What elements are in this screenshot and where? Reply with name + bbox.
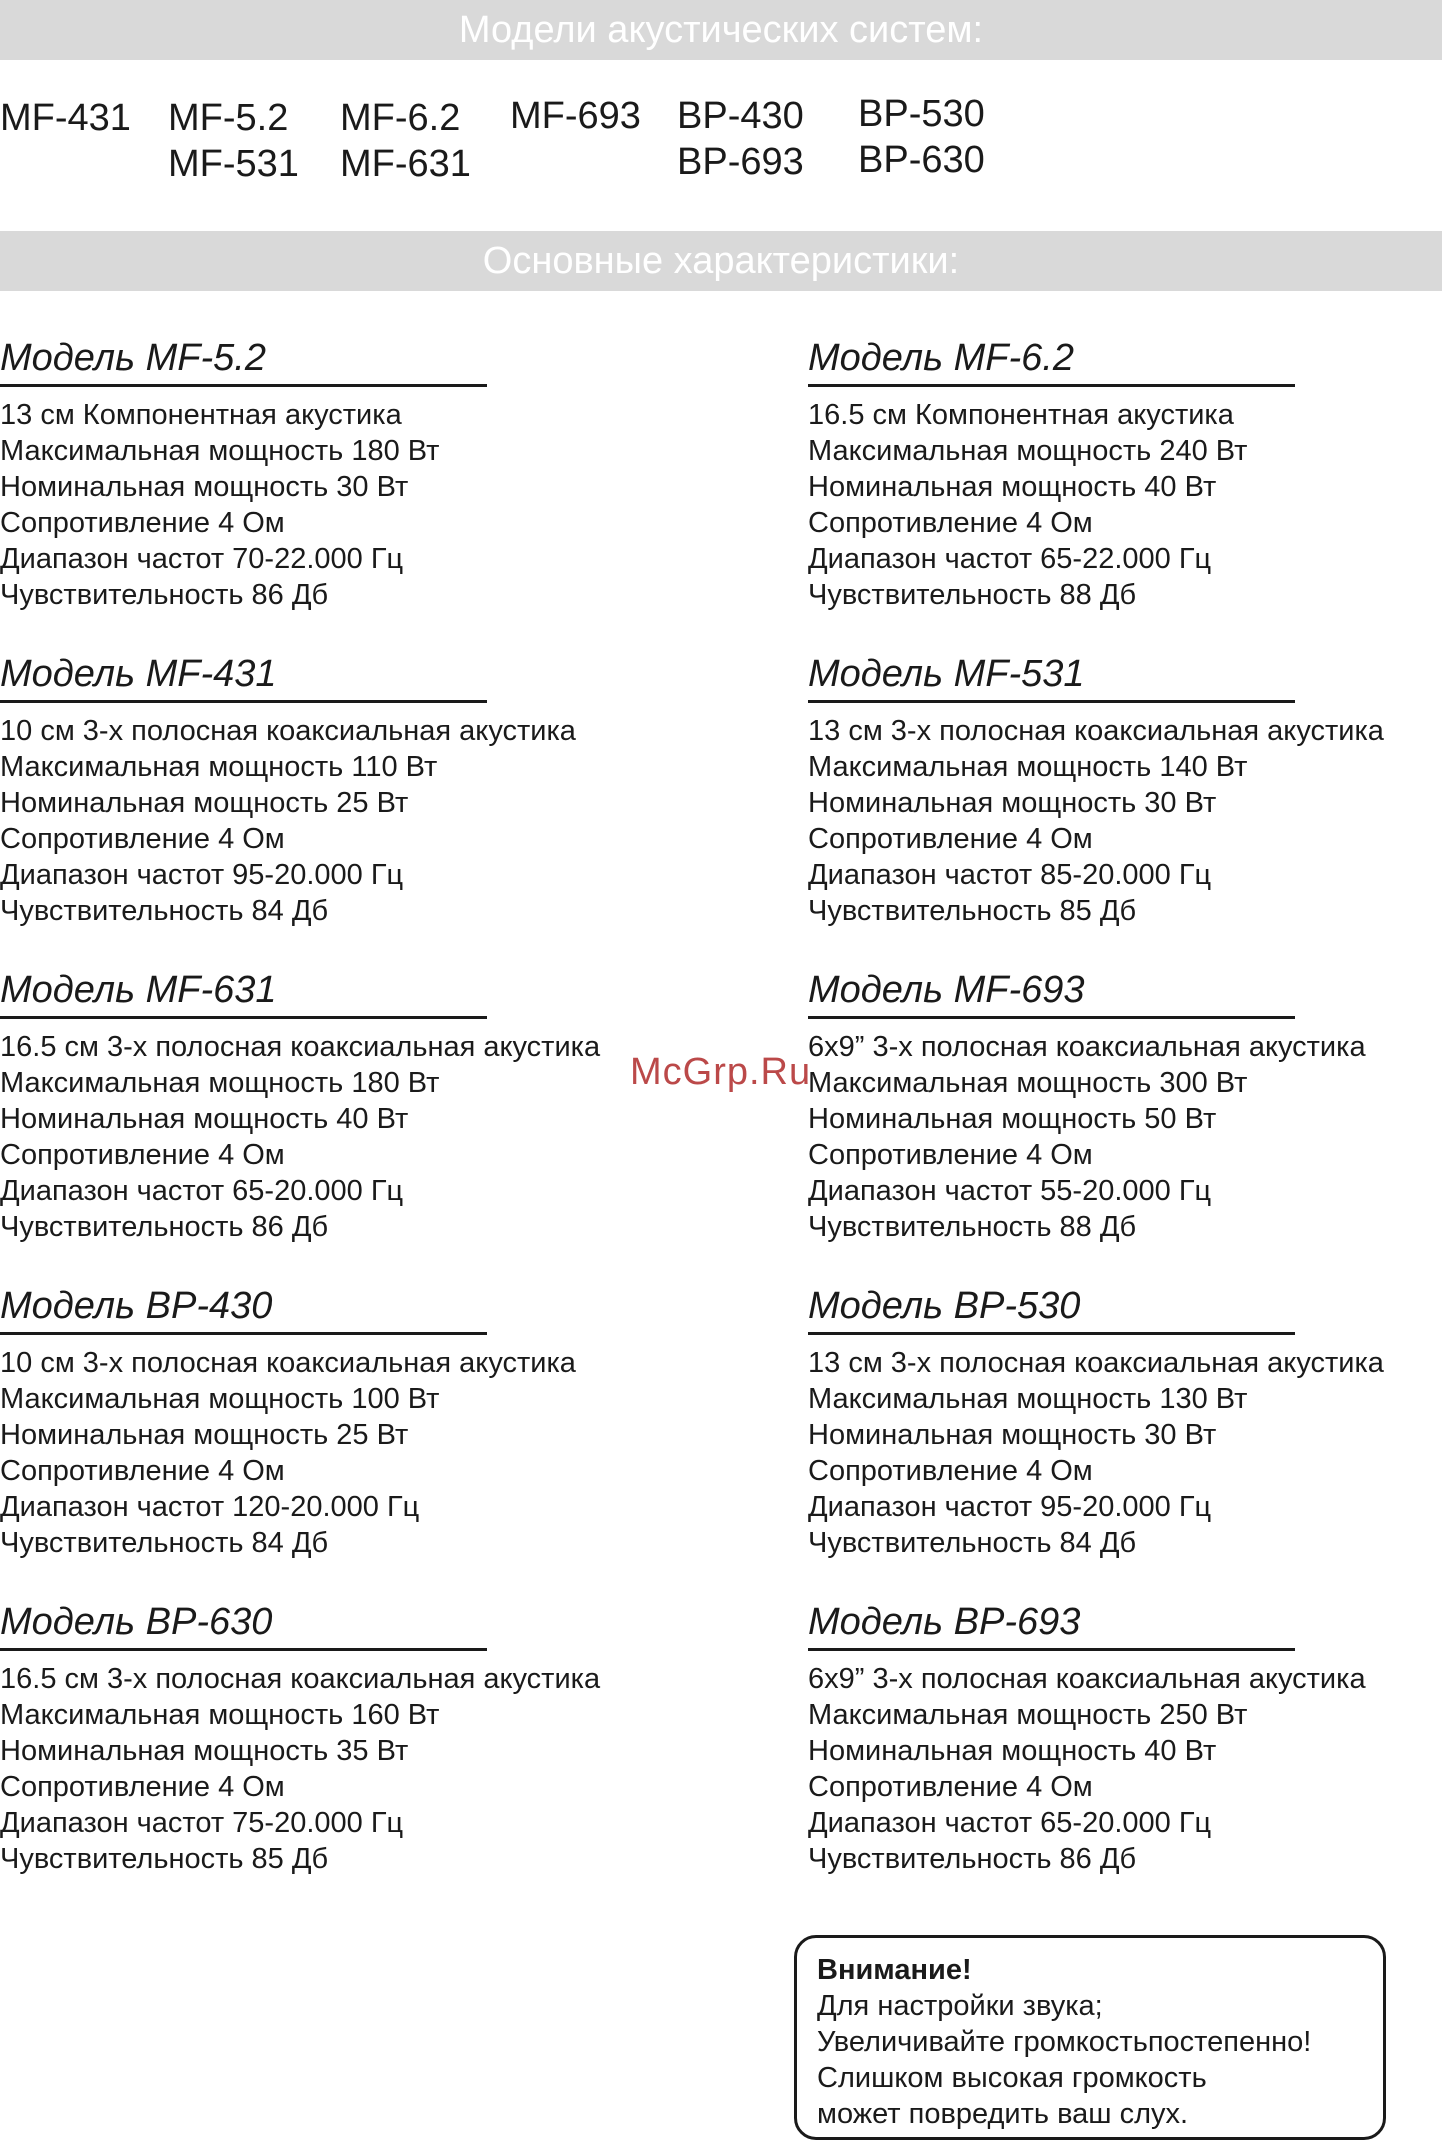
spec-line: Номинальная мощность 30 Вт bbox=[808, 787, 1217, 819]
spec-line: 13 см 3-х полосная коаксиальная акустика bbox=[808, 715, 1384, 747]
spec-title: Модель MF-693 bbox=[808, 969, 1085, 1011]
spec-line: Максимальная мощность 180 Вт bbox=[0, 435, 440, 467]
spec-line: Сопротивление 4 Ом bbox=[0, 1771, 285, 1803]
spec-block-mf-6-2 bbox=[808, 336, 1446, 613]
watermark: McGrp.Ru bbox=[630, 1051, 812, 1093]
model-name: BP-630 bbox=[858, 139, 985, 181]
spec-block-mf-5-2 bbox=[0, 336, 800, 613]
model-name: BP-530 bbox=[858, 93, 985, 135]
spec-line: 10 см 3-х полосная коаксиальная акустика bbox=[0, 1347, 576, 1379]
spec-line: Диапазон частот 95-20.000 Гц bbox=[0, 859, 404, 891]
spec-block-bp-630 bbox=[0, 1600, 800, 1877]
spec-line: 13 см 3-х полосная коаксиальная акустика bbox=[808, 1347, 1384, 1379]
spec-title: Модель MF-5.2 bbox=[0, 337, 266, 379]
spec-line: Номинальная мощность 25 Вт bbox=[0, 787, 409, 819]
spec-underline bbox=[808, 1332, 1295, 1335]
spec-line: Максимальная мощность 130 Вт bbox=[808, 1383, 1248, 1415]
models-header-band bbox=[0, 0, 1442, 60]
specs-header-band bbox=[0, 231, 1442, 291]
model-name: MF-5.2 bbox=[168, 97, 289, 139]
spec-line: Сопротивление 4 Ом bbox=[0, 507, 285, 539]
spec-line: Номинальная мощность 25 Вт bbox=[0, 1419, 409, 1451]
spec-line: Чувствительность 85 Дб bbox=[0, 1843, 329, 1875]
spec-line: Максимальная мощность 110 Вт bbox=[0, 751, 438, 783]
spec-line: Диапазон частот 95-20.000 Гц bbox=[808, 1491, 1212, 1523]
notice-line: может повредить ваш слух. bbox=[817, 2098, 1189, 2130]
spec-line: Сопротивление 4 Ом bbox=[808, 1771, 1093, 1803]
warning-notice-box bbox=[794, 1935, 1386, 2140]
notice-title: Внимание! bbox=[817, 1954, 972, 1986]
spec-block-mf-693 bbox=[808, 968, 1446, 1245]
model-list bbox=[0, 95, 1100, 205]
spec-line: Диапазон частот 65-20.000 Гц bbox=[0, 1175, 404, 1207]
spec-block-bp-693 bbox=[808, 1600, 1446, 1877]
spec-line: Номинальная мощность 30 Вт bbox=[808, 1419, 1217, 1451]
notice-line: Увеличивайте громкостьпостепенно! bbox=[817, 2026, 1312, 2058]
model-name: BP-693 bbox=[677, 141, 804, 183]
spec-block-bp-530 bbox=[808, 1284, 1446, 1561]
spec-line: Чувствительность 86 Дб bbox=[0, 1211, 329, 1243]
spec-title: Модель BP-630 bbox=[0, 1601, 273, 1643]
spec-line: 16.5 см Компонентная акустика bbox=[808, 399, 1234, 431]
model-list-column bbox=[858, 91, 985, 183]
spec-line: Номинальная мощность 40 Вт bbox=[0, 1103, 409, 1135]
spec-title: Модель BP-693 bbox=[808, 1601, 1081, 1643]
spec-title: Модель MF-431 bbox=[0, 653, 277, 695]
spec-block-mf-631 bbox=[0, 968, 800, 1245]
spec-line: Диапазон частот 65-20.000 Гц bbox=[808, 1807, 1212, 1839]
spec-underline bbox=[0, 700, 487, 703]
spec-line: Чувствительность 86 Дб bbox=[808, 1843, 1137, 1875]
spec-line: Диапазон частот 85-20.000 Гц bbox=[808, 859, 1212, 891]
spec-line: 16.5 см 3-х полосная коаксиальная акустика bbox=[0, 1031, 601, 1063]
spec-line: Сопротивление 4 Ом bbox=[808, 1139, 1093, 1171]
spec-underline bbox=[808, 1648, 1295, 1651]
spec-underline bbox=[0, 1648, 487, 1651]
spec-title: Модель BP-530 bbox=[808, 1285, 1081, 1327]
spec-line: 10 см 3-х полосная коаксиальная акустика bbox=[0, 715, 576, 747]
spec-line: 13 см Компонентная акустика bbox=[0, 399, 402, 431]
spec-block-bp-430 bbox=[0, 1284, 800, 1561]
spec-line: Номинальная мощность 50 Вт bbox=[808, 1103, 1217, 1135]
spec-line: Сопротивление 4 Ом bbox=[0, 823, 285, 855]
spec-line: Чувствительность 88 Дб bbox=[808, 1211, 1137, 1243]
spec-underline bbox=[808, 1016, 1295, 1019]
spec-underline bbox=[808, 384, 1295, 387]
model-list-column bbox=[510, 93, 641, 139]
spec-underline bbox=[808, 700, 1295, 703]
spec-line: 6x9” 3-х полосная коаксиальная акустика bbox=[808, 1663, 1366, 1695]
model-list-column bbox=[340, 95, 471, 187]
notice-line: Слишком высокая громкость bbox=[817, 2062, 1207, 2094]
spec-title: Модель MF-631 bbox=[0, 969, 277, 1011]
model-name: MF-431 bbox=[0, 97, 131, 139]
spec-line: Максимальная мощность 250 Вт bbox=[808, 1699, 1248, 1731]
spec-line: 6x9” 3-х полосная коаксиальная акустика bbox=[808, 1031, 1366, 1063]
spec-line: Чувствительность 86 Дб bbox=[0, 579, 329, 611]
spec-underline bbox=[0, 1332, 487, 1335]
spec-line: Сопротивление 4 Ом bbox=[808, 1455, 1093, 1487]
spec-line: Максимальная мощность 140 Вт bbox=[808, 751, 1248, 783]
spec-line: Максимальная мощность 180 Вт bbox=[0, 1067, 440, 1099]
model-name: MF-531 bbox=[168, 143, 299, 185]
notice-line: Для настройки звука; bbox=[817, 1990, 1103, 2022]
spec-line: Сопротивление 4 Ом bbox=[808, 823, 1093, 855]
spec-line: Сопротивление 4 Ом bbox=[808, 507, 1093, 539]
spec-line: Сопротивление 4 Ом bbox=[0, 1455, 285, 1487]
model-name: MF-631 bbox=[340, 143, 471, 185]
spec-title: Модель MF-6.2 bbox=[808, 337, 1074, 379]
spec-line: Номинальная мощность 30 Вт bbox=[0, 471, 409, 503]
models-header-title: Модели акустических систем: bbox=[458, 9, 984, 51]
model-name: MF-6.2 bbox=[340, 97, 461, 139]
spec-title: Модель BP-430 bbox=[0, 1285, 273, 1327]
spec-line: Максимальная мощность 240 Вт bbox=[808, 435, 1248, 467]
model-list-column bbox=[0, 95, 131, 141]
model-list-column bbox=[677, 93, 804, 185]
spec-line: Чувствительность 84 Дб bbox=[0, 1527, 329, 1559]
specs-header-title: Основные характеристики: bbox=[482, 240, 960, 282]
spec-line: Максимальная мощность 160 Вт bbox=[0, 1699, 440, 1731]
model-name: MF-693 bbox=[510, 95, 641, 137]
spec-line: Диапазон частот 70-22.000 Гц bbox=[0, 543, 404, 575]
model-name: BP-430 bbox=[677, 95, 804, 137]
spec-line: Чувствительность 85 Дб bbox=[808, 895, 1137, 927]
spec-line: Диапазон частот 120-20.000 Гц bbox=[0, 1491, 420, 1523]
spec-line: Максимальная мощность 100 Вт bbox=[0, 1383, 440, 1415]
spec-block-mf-431 bbox=[0, 652, 800, 929]
spec-block-mf-531 bbox=[808, 652, 1446, 929]
spec-line: Номинальная мощность 40 Вт bbox=[808, 1735, 1217, 1767]
spec-underline bbox=[0, 384, 487, 387]
spec-line: Чувствительность 88 Дб bbox=[808, 579, 1137, 611]
spec-line: Максимальная мощность 300 Вт bbox=[808, 1067, 1248, 1099]
spec-line: Чувствительность 84 Дб bbox=[0, 895, 329, 927]
spec-underline bbox=[0, 1016, 487, 1019]
spec-line: Диапазон частот 65-22.000 Гц bbox=[808, 543, 1212, 575]
spec-line: Номинальная мощность 35 Вт bbox=[0, 1735, 409, 1767]
spec-line: 16.5 см 3-х полосная коаксиальная акустика bbox=[0, 1663, 601, 1695]
model-list-column bbox=[168, 95, 299, 187]
spec-line: Диапазон частот 55-20.000 Гц bbox=[808, 1175, 1212, 1207]
spec-line: Чувствительность 84 Дб bbox=[808, 1527, 1137, 1559]
spec-line: Номинальная мощность 40 Вт bbox=[808, 471, 1217, 503]
spec-line: Сопротивление 4 Ом bbox=[0, 1139, 285, 1171]
spec-title: Модель MF-531 bbox=[808, 653, 1085, 695]
spec-line: Диапазон частот 75-20.000 Гц bbox=[0, 1807, 404, 1839]
